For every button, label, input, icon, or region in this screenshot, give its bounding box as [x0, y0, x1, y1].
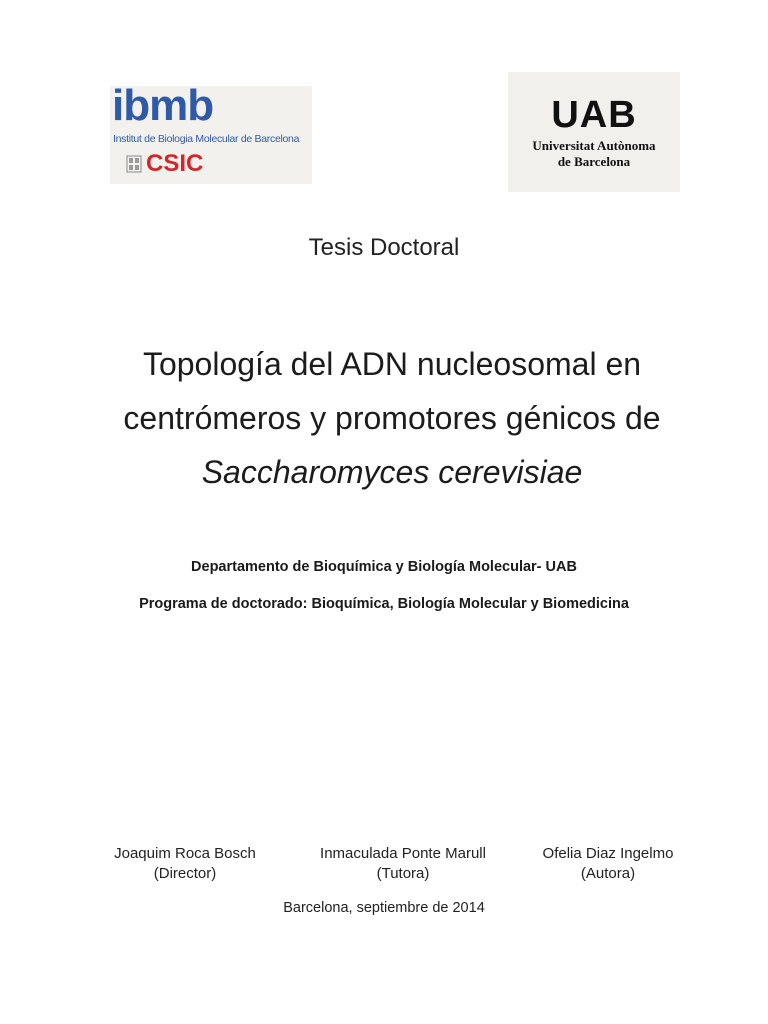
- ibmb-logo-word: ibmb: [112, 81, 214, 130]
- csic-logo: [126, 152, 203, 176]
- uab-logo-word: UAB: [551, 94, 637, 136]
- csic-emblem-icon: [126, 155, 142, 173]
- ibmb-csic-logo: [110, 81, 312, 184]
- director-name: Joaquim Roca Bosch: [114, 845, 256, 862]
- author-name: Ofelia Diaz Ingelmo: [542, 845, 674, 862]
- tutor-role: (Tutora): [376, 865, 430, 882]
- author-block: [528, 844, 688, 884]
- uab-logo: [508, 72, 680, 192]
- director-role: (Director): [153, 865, 217, 882]
- director-block: [100, 844, 270, 884]
- thesis-type: Tesis Doctoral: [308, 234, 460, 261]
- tutor-block: [303, 844, 503, 884]
- thesis-title-line-1: Topología del ADN nucleosomal en: [142, 346, 642, 382]
- uab-logo-line2: de Barcelona: [557, 154, 631, 169]
- thesis-title-line-3: Saccharomyces cerevisiae: [201, 454, 583, 490]
- tutor-name: Inmaculada Ponte Marull: [320, 845, 486, 862]
- place-date: Barcelona, septiembre de 2014: [283, 900, 485, 916]
- author-role: (Autora): [580, 865, 636, 882]
- ibmb-logo-subtitle: Institut de Biologia Molecular de Barcelona: [113, 133, 300, 145]
- csic-logo-word: CSIC: [146, 150, 204, 177]
- uab-logo-line1: Universitat Autònoma: [532, 138, 656, 153]
- department: Departamento de Bioquímica y Biología Molecular- UAB: [191, 559, 577, 575]
- thesis-title-line-2: centrómeros y promotores génicos de: [123, 400, 661, 436]
- doctoral-program: Programa de doctorado: Bioquímica, Biología Molecular y Biomedicina: [139, 596, 629, 612]
